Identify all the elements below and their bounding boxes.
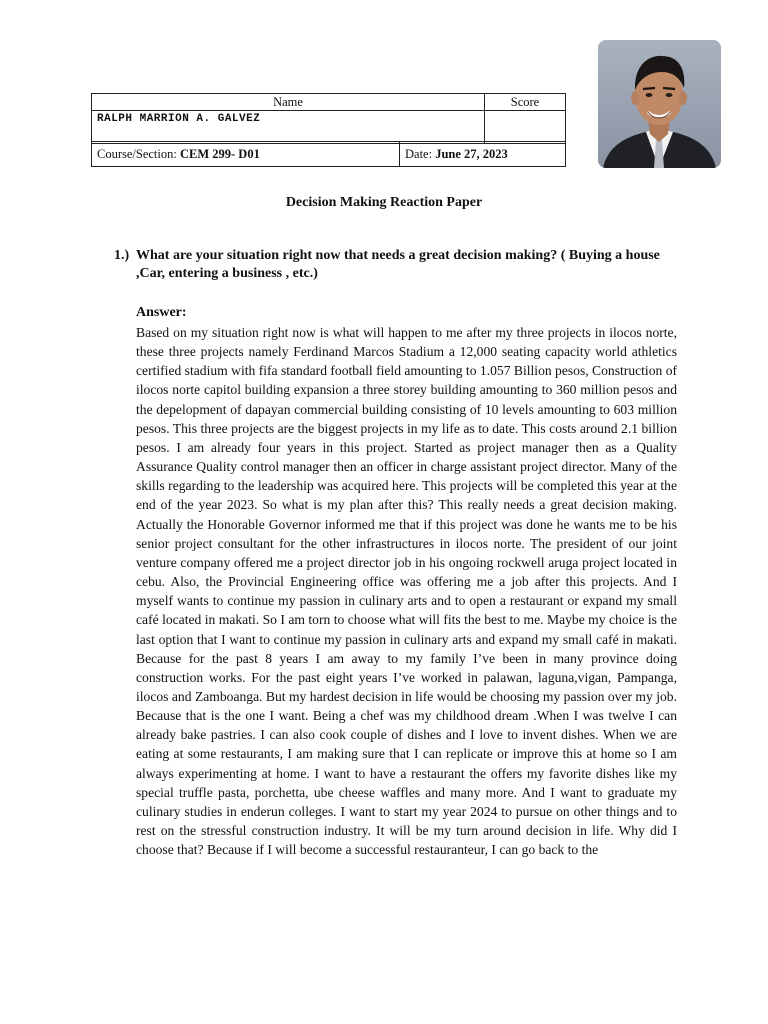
course-date-table	[91, 141, 566, 167]
name-header: Name	[92, 94, 485, 111]
question-1	[114, 247, 674, 283]
question-text: What are your situation right now that needs a great decision making? ( Buying a house ,Car, entering a business , etc.)	[136, 248, 660, 281]
course-section-cell	[92, 142, 400, 167]
paper-title: Decision Making Reaction Paper	[285, 195, 483, 210]
question-number: 1.)	[114, 248, 130, 263]
answer-label: Answer:	[136, 305, 187, 320]
course-label: Course/Section:	[97, 146, 177, 161]
course-value: CEM 299- D01	[179, 146, 260, 161]
student-name: RALPH MARRION A. GALVEZ	[92, 111, 485, 144]
answer-body: Based on my situation right now is what will happen to me after my three projects in ilocos norte, these three projects namely Ferdinand Marcos Stadium a 12,000 seating capacity world athletics certified stadium with fifa standard football field amounting to 1.057 Billion pesos, Construction of ilocos norte capitol building expansion a three storey building amounting to 360 million pesos and the depelopment of dapayan commercial building consisting of 10 levels amounting to 603 million pesos. This three projects are the biggest projects in my life as to date. This costs around 2.1 billion pesos. I am already four years in this project. Started as project manager then as a Quality Assurance Quality control manager then an officer in charge assistant project director. Many of the skills regarding to the leadership was acquired here. This projects will be completed this year at the end of the year 2023. So what is my plan after this? This really needs a great decision making. Actually the Honorable Governor informed me that if this project was done he wants me to be his senior project consultant for the other infrastructures in ilocos norte. The president of our joint venture company offered me a project director job in his ongoing rockwell aruga project located in cebu. Also, the Provincial Engineering office was offering me a job after this projects. And I myself wants to continue my passion in culinary arts and to open a restaurant or expand my small café located in makati. So I am torn to choose what will fits the best to me. Maybe my choice is the last option that I want to continue my passion in culinary arts and expand my small café in makati. Because for the past 8 years I am away to my family I’ve been in many province doing construction works. For the past eight years I’ve worked in palawan, laguna,vigan, Pampanga, ilocos and Zamboanga. But my hardest decision in life would be choosing my passion over my job. Because that is the one I want. Being a chef was my childhood dream .When I was twelve I can already bake pastries. I can also cook couple of dishes and I love to invent dishes. When we are eating at some restaurants, I am making sure that I can replicate or improve this at home so I am always experimenting at home. I want to have a restaurant the offers my favorite dishes like my special truffle pasta, porchetta, ube cheese waffles and many more. And I want to graduate my culinary studies in enderun colleges. I want to start my year 2024 to pursue on other things and to rest on the stressful construction industry. It will be my turn around decision in life. Why did I choose that? Because if I will become a successful restauranteur, I can go back to the	[136, 325, 678, 858]
date-cell	[400, 142, 566, 167]
score-header: Score	[485, 94, 566, 111]
date-value: June 27, 2023	[435, 146, 508, 161]
date-label: Date:	[405, 146, 433, 161]
header-table	[91, 93, 566, 144]
student-photo	[598, 40, 721, 168]
score-value	[485, 111, 566, 144]
portrait-image	[598, 40, 721, 168]
